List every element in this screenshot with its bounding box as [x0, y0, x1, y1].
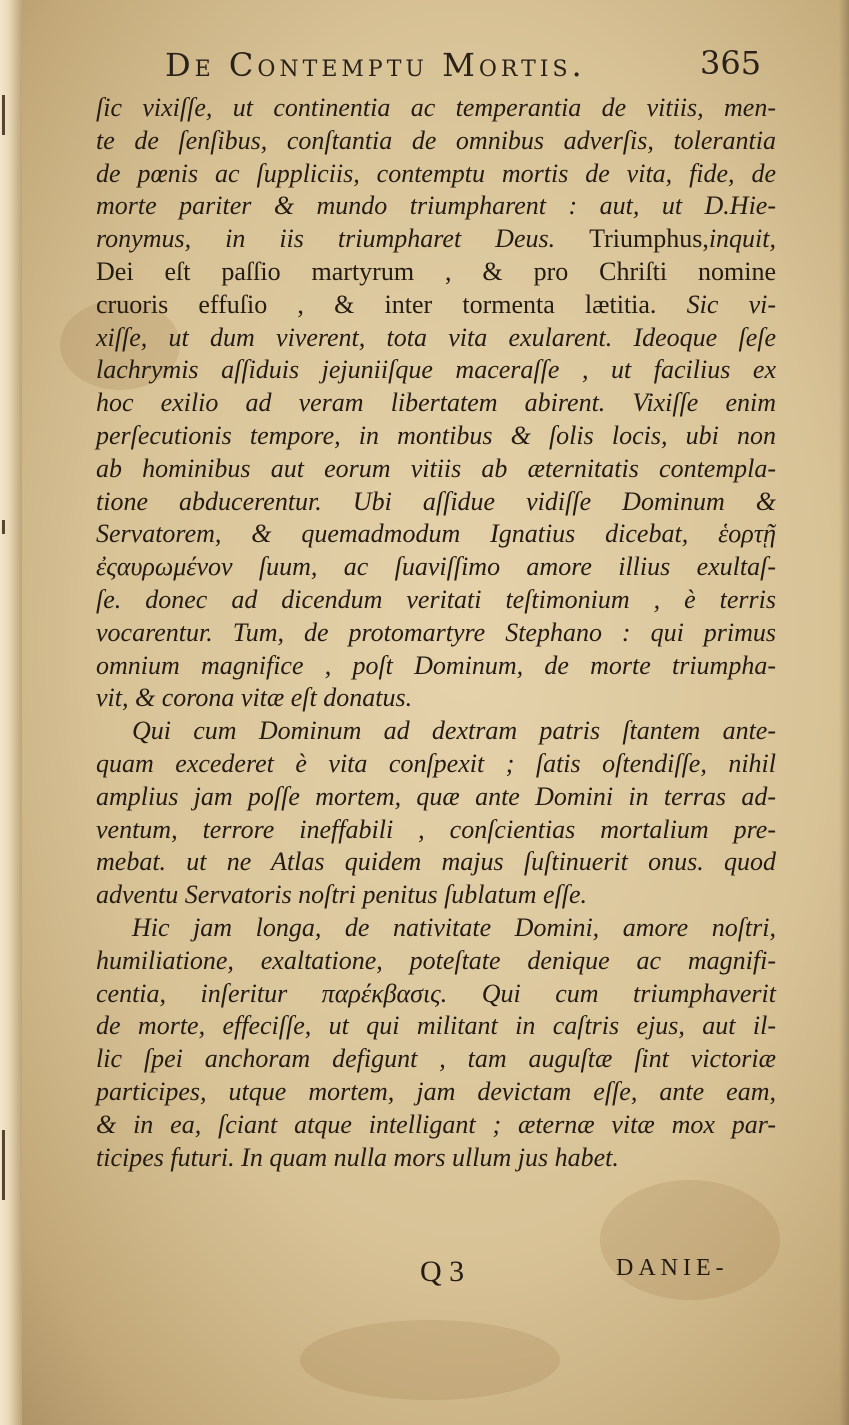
text-line: ab hominibus aut eorum vitiis ab æternitatis contempla- [96, 453, 776, 483]
text-line: mebat. ut ne Atlas quidem majus ſuſtinuerit onus. quod [96, 847, 776, 877]
text-line: centia, inſeritur παρέκβασις. Qui cum triumphaverit [96, 978, 776, 1008]
page-number: 365 [700, 44, 762, 82]
text-line: adventu Servatoris noſtri penitus ſublatum eſſe. [96, 880, 588, 910]
text-line: humiliatione, exaltatione, poteſtate denique ac magnifi- [96, 945, 776, 975]
text-line: quam excederet è vita conſpexit ; ſatis oſtendiſſe, nihil [96, 748, 776, 778]
text-line [96, 223, 776, 256]
text-line: Hic jam longa, de nativitate Domini, amore noſtri, [132, 912, 776, 942]
text-line: Servatorem, & quemadmodum Ignatius dicebat, ἑορτῇ [96, 519, 776, 549]
text-line: vit, & corona vitæ eſt donatus. [96, 683, 413, 713]
text-line: perſecutionis tempore, in montibus & ſolis locis, ubi non [96, 420, 776, 450]
binding-mark [2, 1130, 5, 1200]
text-line: de morte, effeciſſe, ut qui militant in caſtris ejus, aut il- [96, 1011, 776, 1041]
text-line: te de ſenſibus, conſtantia de omnibus adverſis, tolerantia [96, 125, 776, 155]
text-line: hoc exilio ad veram libertatem abirent. Vixiſſe enim [96, 388, 776, 418]
text-line [96, 289, 776, 322]
text-line: participes, utque mortem, jam devictam eſſe, ante eam, [96, 1076, 776, 1106]
text-line: omnium magnifice , poſt Dominum, de morte triumpha- [96, 650, 776, 680]
body-text [96, 92, 776, 1174]
text-line: Qui cum Dominum ad dextram patris ſtantem ante- [132, 716, 776, 746]
text-line: de pœnis ac ſuppliciis, contemptu mortis de vita, fide, de [96, 158, 776, 188]
text-run: cruoris effuſio , & inter tormenta lætitia. [96, 289, 687, 319]
catchword: DANIE- [616, 1255, 729, 1281]
text-run: inquit, [708, 224, 776, 254]
binding-gutter [0, 0, 22, 1425]
text-run: Triumphus, [589, 224, 709, 254]
binding-mark [2, 520, 5, 534]
binding-mark [2, 95, 5, 135]
text-line: morte pariter & mundo triumpharent : aut, ut D.Hie- [96, 191, 776, 221]
text-line: Dei eſt paſſio martyrum , & pro Chriſti nomine [96, 256, 776, 286]
text-run: Sic vi- [686, 289, 776, 319]
text-line: xiſſe, ut dum viverent, tota vita exularent. Ideoque ſeſe [96, 322, 776, 352]
foxing-stain [600, 1180, 780, 1300]
text-line: lic ſpei anchoram defigunt , tam auguſtæ ſint victoriæ [96, 1044, 776, 1074]
signature-mark: Q 3 [420, 1255, 465, 1288]
text-line: lachrymis aſſiduis jejuniiſque maceraſſe , ut facilius ex [96, 355, 776, 385]
text-line: amplius jam poſſe mortem, quæ ante Domini in terras ad- [96, 781, 776, 811]
foxing-stain [300, 1320, 560, 1400]
text-line: tione abducerentur. Ubi aſſidue vidiſſe Dominum & [96, 486, 776, 516]
text-run: ronymus, in iis triumpharet Deus. [96, 224, 590, 254]
text-line: & in ea, ſciant atque intelligant ; æternæ vitæ mox par- [96, 1109, 776, 1139]
text-line: vocarentur. Tum, de protomartyre Stephano : qui primus [96, 617, 776, 647]
page-edge-shadow [839, 0, 849, 1425]
text-line: ventum, terrore ineffabili , conſcientias mortalium pre- [96, 814, 776, 844]
running-head: De Contemptu Mortis. [165, 46, 586, 84]
text-line: ſic vixiſſe, ut continentia ac temperantia de vitiis, men- [96, 93, 776, 122]
text-line: ticipes futuri. In quam nulla mors ullum jus habet. [96, 1142, 619, 1172]
text-line: ἐςαυρωμένον ſuum, ac ſuaviſſimo amore illius exultaſ- [96, 552, 776, 582]
text-line: ſe. donec ad dicendum veritati teſtimonium , è terris [96, 584, 776, 614]
